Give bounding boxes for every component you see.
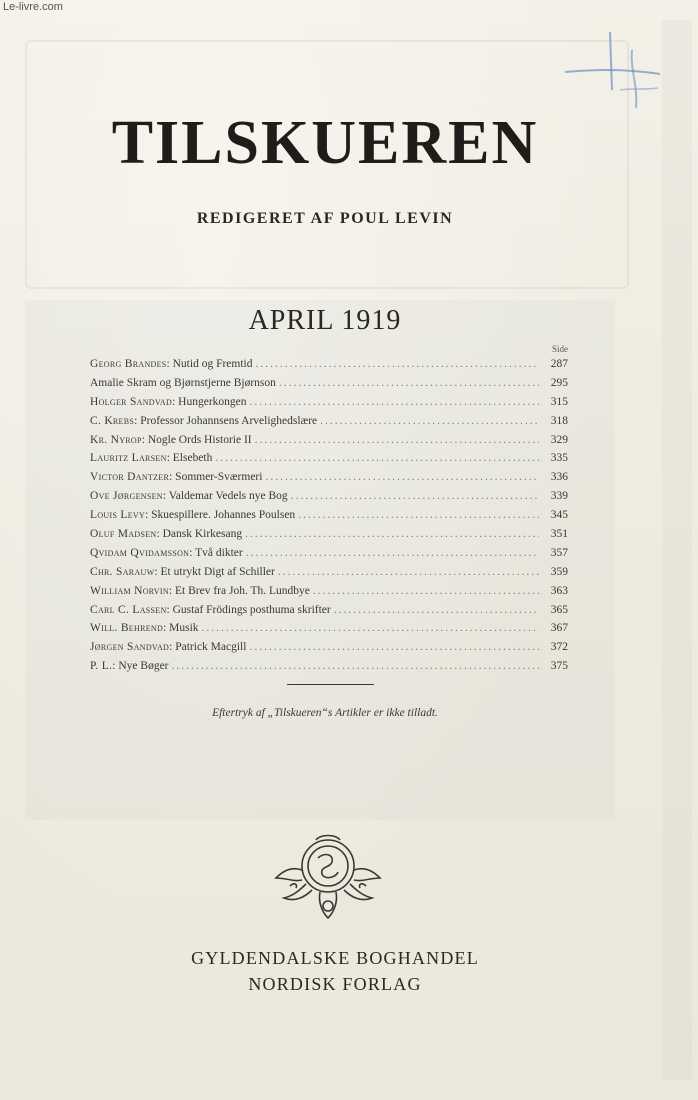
- publisher-name: GYLDENDALSKE BOGHANDEL: [191, 948, 479, 968]
- toc-leader: [256, 358, 540, 370]
- toc-leader: [320, 415, 539, 427]
- toc-page-number: 367: [550, 622, 568, 635]
- toc-page-header: Side: [551, 344, 568, 354]
- toc-title: Nutid og Fremtid: [172, 358, 253, 370]
- toc-entry: P. L.: Nye Bøger ..... 375: [90, 660, 568, 679]
- pen-annotation-icon: [560, 30, 670, 120]
- toc-entry: Lauritz Larsen: Elsebeth ..... 335: [90, 452, 568, 471]
- toc-author: Carl C. Lassen: [90, 603, 167, 616]
- section-divider: [287, 684, 374, 685]
- toc-author: Louis Levy: [90, 509, 146, 522]
- toc-page-number: 295: [550, 376, 568, 389]
- publisher-imprint: [0, 945, 670, 997]
- toc-title: Et utrykt Digt af Schiller: [160, 565, 275, 578]
- toc-title: Patrick Macgill: [175, 641, 247, 654]
- toc-leader: [249, 641, 539, 653]
- toc-leader: [255, 434, 539, 446]
- copyright-notice: Eftertryk af „Tilskueren“s Artikler er ikke tilladt.: [212, 707, 438, 719]
- toc-title: Två dikter: [195, 546, 243, 559]
- bleed-through-side-strip: [662, 20, 692, 1080]
- toc-author: Georg Brandes: [90, 358, 167, 370]
- toc-entry: William Norvin: Et Brev fra Joh. Th. Lundbye ..... 363: [90, 585, 568, 604]
- toc-page-number: 365: [550, 603, 568, 616]
- table-of-contents: [90, 358, 568, 679]
- toc-leader: [172, 660, 540, 672]
- toc-entry: Louis Levy: Skuespillere. Johannes Poulsen ..... 345: [90, 509, 568, 528]
- toc-author: Qvidam Qvidamsson: [90, 546, 190, 559]
- toc-leader: [313, 585, 539, 597]
- toc-entry: Georg Brandes: Nutid og Fremtid ..... 287: [90, 358, 568, 377]
- toc-page-number: 359: [550, 565, 568, 578]
- issue-date: APRIL 1919: [248, 305, 402, 336]
- toc-entry: Ove Jørgensen: Valdemar Vedels nye Bog ..... 339: [90, 490, 568, 509]
- toc-title: Skuespillere. Johannes Poulsen: [151, 509, 296, 522]
- toc-title: Elsebeth: [172, 452, 213, 465]
- toc-entry: Will. Behrend: Musik ..... 367: [90, 622, 568, 641]
- toc-author: Chr. Sarauw: [90, 565, 155, 578]
- toc-leader: [215, 452, 539, 464]
- toc-page-number: 375: [550, 660, 568, 673]
- publisher-imprint-line: NORDISK FORLAG: [248, 974, 422, 994]
- toc-leader: [291, 490, 539, 502]
- toc-author: C. Krebs: [90, 414, 135, 427]
- toc-title: Nye Bøger: [118, 660, 169, 673]
- toc-title: Nogle Ords Historie II: [147, 433, 252, 446]
- toc-page-number: 351: [550, 528, 568, 541]
- toc-entry: Oluf Madsen: Dansk Kirkesang ..... 351: [90, 528, 568, 547]
- toc-entry: C. Krebs: Professor Johannsens Arvelighedslære ..... 318: [90, 415, 568, 434]
- toc-leader: [334, 604, 539, 616]
- toc-leader: [250, 396, 540, 408]
- toc-title: Professor Johannsens Arvelighedslære: [140, 414, 318, 427]
- toc-title: Hungerkongen: [178, 395, 247, 408]
- toc-author: P. L.: [90, 660, 113, 673]
- toc-leader: [265, 471, 539, 483]
- toc-page-number: 315: [550, 395, 568, 408]
- toc-entry: Jørgen Sandvad: Patrick Macgill ..... 372: [90, 641, 568, 660]
- toc-author: Lauritz Larsen: [90, 452, 167, 465]
- site-watermark-label: Le-livre.com: [3, 1, 63, 13]
- toc-page-number: 339: [550, 490, 568, 503]
- toc-author: Holger Sandvad: [90, 395, 173, 408]
- toc-entry: Victor Dantzer: Sommer-Sværmeri ..... 336: [90, 471, 568, 490]
- toc-page-number: 335: [550, 452, 568, 465]
- toc-title: Sommer-Sværmeri: [175, 471, 263, 484]
- toc-page-number: 336: [550, 471, 568, 484]
- toc-leader: [279, 377, 539, 389]
- toc-entry: [90, 377, 568, 396]
- toc-leader: [245, 528, 539, 540]
- toc-page-number: 287: [550, 358, 568, 370]
- toc-title: Musik: [169, 622, 199, 635]
- toc-title: Dansk Kirkesang: [162, 528, 243, 541]
- toc-page-number: 318: [550, 414, 568, 427]
- publisher-emblem-icon: [272, 826, 384, 926]
- toc-page-number: 363: [550, 584, 568, 597]
- toc-leader: [246, 547, 539, 559]
- toc-entry: Carl C. Lassen: Gustaf Frödings posthuma skrifter ..... 365: [90, 604, 568, 623]
- toc-author: Will. Behrend: [90, 622, 164, 635]
- toc-page-number: 372: [550, 641, 568, 654]
- journal-title: TILSKUEREN: [111, 109, 539, 177]
- toc-entry: Holger Sandvad: Hungerkongen ..... 315: [90, 396, 568, 415]
- toc-author: Ove Jørgensen: [90, 490, 163, 503]
- toc-author: Jørgen Sandvad: [90, 641, 170, 654]
- toc-leader: [278, 566, 539, 578]
- toc-title: Amalie Skram og Bjørnstjerne Bjørnson: [90, 376, 276, 389]
- toc-author: Kr. Nyrop: [90, 433, 142, 446]
- toc-entry: Chr. Sarauw: Et utrykt Digt af Schiller ..... 359: [90, 566, 568, 585]
- toc-author: William Norvin: [90, 584, 169, 597]
- toc-entry: Kr. Nyrop: Nogle Ords Historie II ..... 329: [90, 434, 568, 453]
- toc-leader: [298, 509, 539, 521]
- toc-author: Victor Dantzer: [90, 471, 170, 484]
- toc-title: Et Brev fra Joh. Th. Lundbye: [175, 584, 310, 597]
- toc-page-number: 329: [550, 433, 568, 446]
- toc-page-number: 357: [550, 546, 568, 559]
- toc-title: Gustaf Frödings posthuma skrifter: [172, 603, 331, 616]
- journal-subtitle: REDIGERET AF POUL LEVIN: [196, 210, 454, 227]
- toc-leader: [202, 622, 539, 634]
- toc-page-number: 345: [550, 509, 568, 522]
- toc-author: Oluf Madsen: [90, 528, 157, 541]
- toc-title: Valdemar Vedels nye Bog: [168, 490, 288, 503]
- toc-entry: Qvidam Qvidamsson: Två dikter ..... 357: [90, 547, 568, 566]
